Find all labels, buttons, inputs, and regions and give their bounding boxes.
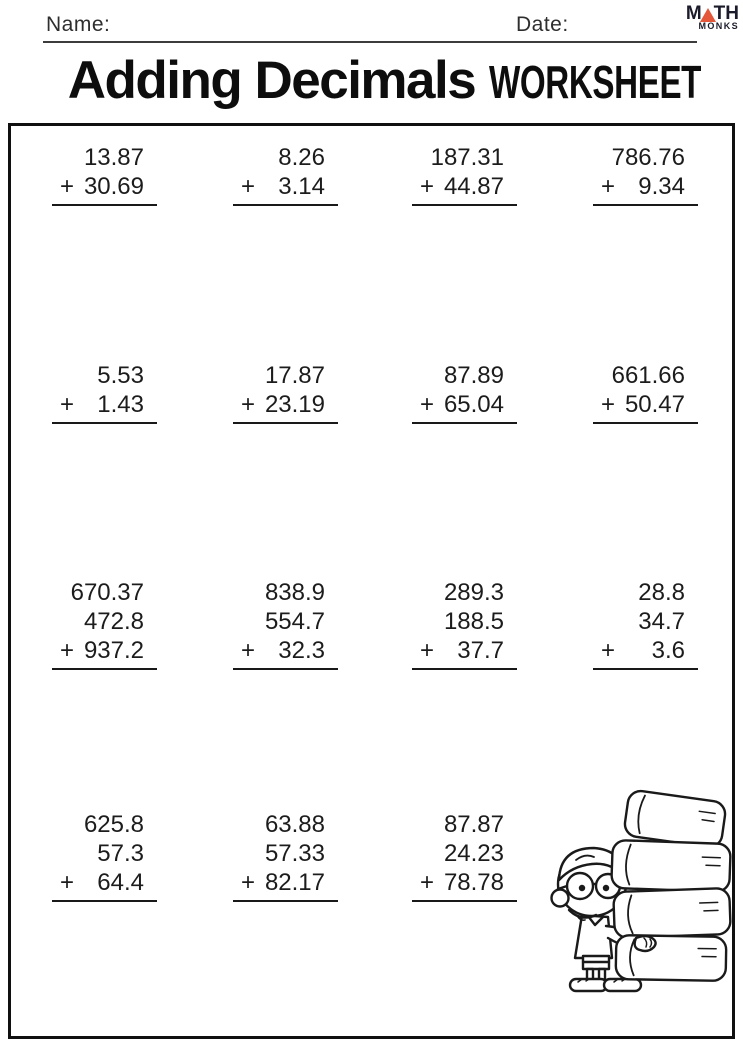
boy-hand [635, 936, 656, 951]
plus-operator: + [601, 173, 616, 200]
addend-row [420, 390, 504, 419]
addend-value: 13.87 [83, 144, 144, 171]
addition-problem-10 [233, 578, 338, 670]
addition-problem-15 [412, 810, 517, 902]
logo-letters-th: TH [713, 3, 739, 24]
addend-row [241, 868, 325, 897]
addend-value: 786.76 [611, 144, 685, 171]
name-date-fill-in-line [43, 41, 697, 43]
addend-value: 9.34 [638, 173, 685, 200]
plus-operator: + [60, 869, 75, 896]
addend-row [601, 172, 685, 201]
plus-operator: + [241, 637, 256, 664]
addend-row [420, 361, 504, 390]
plus-operator: + [60, 637, 75, 664]
plus-operator: + [60, 173, 75, 200]
addend-value: 1.43 [97, 391, 144, 418]
addend-value: 838.9 [264, 579, 325, 606]
addend-value: 44.87 [443, 173, 504, 200]
addend-row [60, 868, 144, 897]
plus-operator: + [420, 637, 435, 664]
book-stack [611, 789, 731, 981]
addend-row [601, 578, 685, 607]
addend-row [241, 607, 325, 636]
addend-row [420, 839, 504, 868]
addend-value: 34.7 [638, 608, 685, 635]
addend-row [420, 868, 504, 897]
plus-operator: + [420, 173, 435, 200]
addend-row [60, 636, 144, 665]
addend-value: 3.14 [278, 173, 325, 200]
title-main-text: Adding Decimals [67, 51, 476, 110]
title-sub-text: WORKSHEET [489, 56, 702, 108]
addend-row [241, 361, 325, 390]
logo-monks-text: MONKS [698, 21, 739, 31]
addend-row [241, 810, 325, 839]
addition-problem-13 [52, 810, 157, 902]
addend-value: 87.87 [443, 811, 504, 838]
addend-row [60, 810, 144, 839]
addend-value: 32.3 [278, 637, 325, 664]
addend-value: 24.23 [443, 840, 504, 867]
addend-row [241, 578, 325, 607]
logo-letter-m: M [685, 3, 702, 24]
addition-problem-9 [52, 578, 157, 670]
addend-value: 30.69 [83, 173, 144, 200]
addend-row [601, 607, 685, 636]
addend-value: 8.26 [278, 144, 325, 171]
addition-problem-6 [233, 361, 338, 424]
addend-row [420, 578, 504, 607]
addend-value: 37.7 [457, 637, 504, 664]
addition-problem-14 [233, 810, 338, 902]
addend-row [601, 143, 685, 172]
plus-operator: + [601, 637, 616, 664]
addition-problem-5 [52, 361, 157, 424]
addend-value: 554.7 [264, 608, 325, 635]
addend-value: 17.87 [264, 362, 325, 389]
worksheet-title [0, 50, 743, 111]
plus-operator: + [420, 869, 435, 896]
addend-value: 625.8 [83, 811, 144, 838]
addend-value: 3.6 [651, 637, 685, 664]
addend-row [601, 361, 685, 390]
addend-row [60, 839, 144, 868]
addend-row [420, 607, 504, 636]
addend-value: 289.3 [443, 579, 504, 606]
addend-row [420, 172, 504, 201]
addend-row [241, 143, 325, 172]
addend-value: 50.47 [624, 391, 685, 418]
addend-row [241, 172, 325, 201]
addend-row [241, 839, 325, 868]
addend-row [241, 390, 325, 419]
math-monks-logo [679, 4, 739, 31]
addend-value: 57.33 [264, 840, 325, 867]
plus-operator: + [420, 391, 435, 418]
addend-value: 661.66 [611, 362, 685, 389]
addend-row [420, 143, 504, 172]
addend-row [60, 361, 144, 390]
addend-value: 64.4 [97, 869, 144, 896]
addend-row [241, 636, 325, 665]
addend-row [60, 172, 144, 201]
addend-value: 63.88 [264, 811, 325, 838]
addend-row [60, 143, 144, 172]
addition-problem-4 [593, 143, 698, 206]
addend-row [601, 636, 685, 665]
addition-problem-2 [233, 143, 338, 206]
addend-value: 57.3 [97, 840, 144, 867]
addition-problem-3 [412, 143, 517, 206]
addition-problem-12 [593, 578, 698, 670]
addend-value: 87.89 [443, 362, 504, 389]
plus-operator: + [601, 391, 616, 418]
addend-value: 5.53 [97, 362, 144, 389]
addend-row [60, 607, 144, 636]
plus-operator: + [60, 391, 75, 418]
date-label: Date: [516, 13, 569, 36]
addend-value: 82.17 [264, 869, 325, 896]
addend-value: 937.2 [83, 637, 144, 664]
name-label: Name: [46, 13, 111, 36]
addend-value: 28.8 [638, 579, 685, 606]
addition-problem-8 [593, 361, 698, 424]
addend-value: 188.5 [443, 608, 504, 635]
addend-row [60, 390, 144, 419]
addend-row [420, 810, 504, 839]
addend-value: 187.31 [430, 144, 504, 171]
addition-problem-11 [412, 578, 517, 670]
addition-problem-7 [412, 361, 517, 424]
addend-value: 65.04 [443, 391, 504, 418]
addend-row [601, 390, 685, 419]
addend-value: 472.8 [83, 608, 144, 635]
boy-carrying-books-illustration [548, 786, 743, 996]
plus-operator: + [241, 391, 256, 418]
addend-row [420, 636, 504, 665]
addend-row [60, 578, 144, 607]
plus-operator: + [241, 173, 256, 200]
plus-operator: + [241, 869, 256, 896]
addend-value: 78.78 [443, 869, 504, 896]
addend-value: 23.19 [264, 391, 325, 418]
addend-value: 670.37 [70, 579, 144, 606]
addition-problem-1 [52, 143, 157, 206]
